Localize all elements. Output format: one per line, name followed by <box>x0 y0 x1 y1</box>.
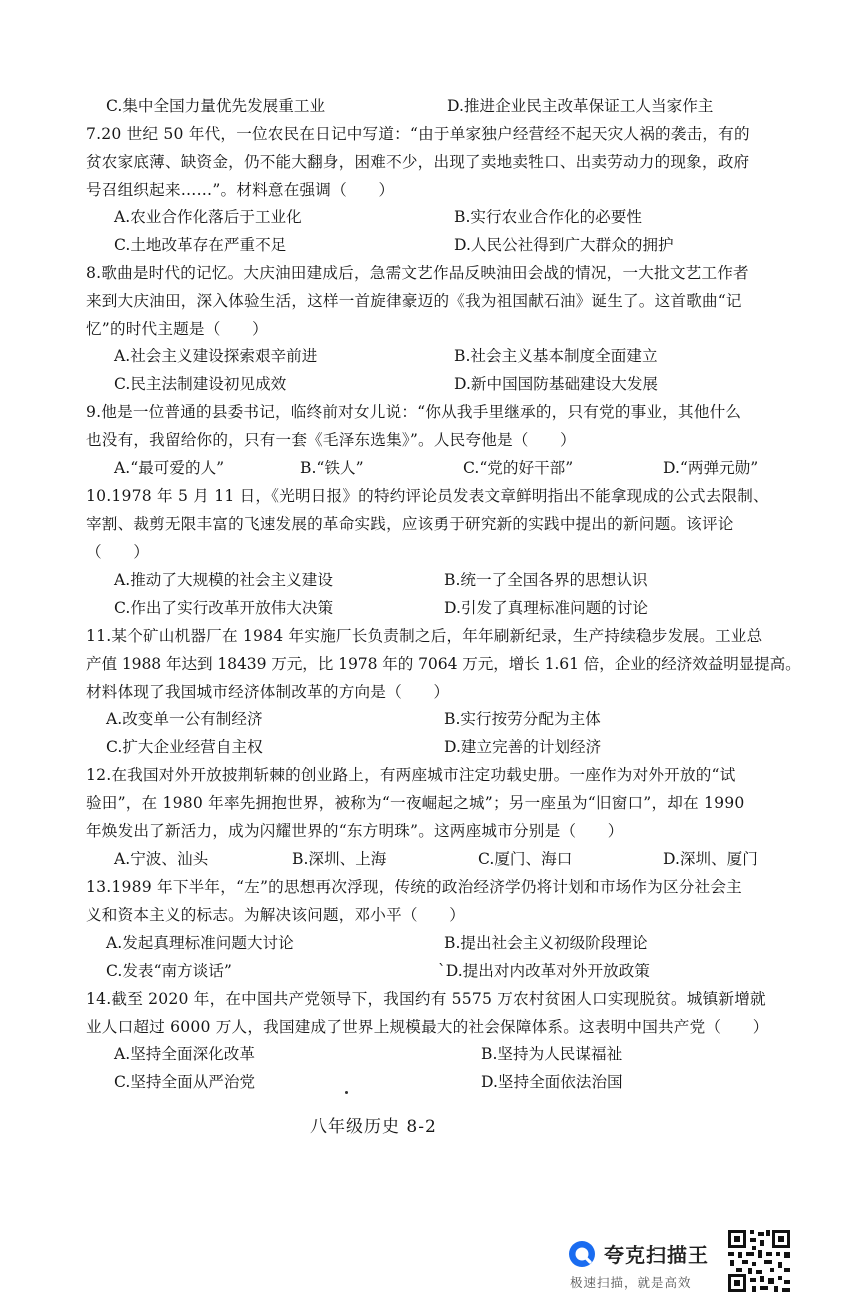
q10-stem-line-3: （ ） <box>86 543 150 561</box>
q7-stem-line-2: 贫农家底薄、缺资金，仍不能大翻身，困难不少，出现了卖地卖牲口、出卖劳动力的现象，政府 <box>86 153 750 171</box>
q7-option-a: A.农业合作化落后于工业化 <box>114 208 302 226</box>
q9-stem-line-1: 9.他是一位普通的县委书记，临终前对女儿说：“你从我手里继承的，只有党的事业，其他什么 <box>86 403 742 421</box>
quark-logo-icon <box>568 1240 596 1268</box>
q9-stem-line-2: 也没有，我留给你的，只有一套《毛泽东选集》”。人民夸他是（ ） <box>86 431 576 449</box>
q12-option-a: A.宁波、汕头 <box>114 850 209 868</box>
q14-option-c: C.坚持全面从严治党 <box>114 1073 256 1091</box>
q12-option-b: B.深圳、上海 <box>292 850 387 868</box>
q14-option-a: A.坚持全面深化改革 <box>114 1045 255 1063</box>
q10-option-b: B.统一了全国各界的思想认识 <box>444 571 648 589</box>
q6-option-c: C.集中全国力量优先发展重工业 <box>106 97 326 115</box>
q12-option-c: C.厦门、海口 <box>478 850 573 868</box>
q14-option-b: B.坚持为人民谋福祉 <box>481 1045 623 1063</box>
q10-stem-line-1: 10.1978 年 5 月 11 日，《光明日报》的特约评论员发表文章鲜明指出不能拿现成的公式去限制、 <box>86 487 769 505</box>
q14-option-d: D.坚持全面依法治国 <box>481 1073 623 1091</box>
q13-stem-line-1: 13.1989 年下半年，“左”的思想再次浮现，传统的政治经济学仍将计划和市场作为区分社会主 <box>86 878 742 896</box>
q11-option-c: C.扩大企业经营自主权 <box>106 738 263 756</box>
q7-option-b: B.实行农业合作化的必要性 <box>454 208 642 226</box>
q12-stem-line-1: 12.在我国对外开放披荆斩棘的创业路上，有两座城市注定功载史册。一座作为对外开放的“试 <box>86 766 736 784</box>
q12-stem-line-2: 验田”，在 1980 年率先拥抱世界，被称为“一夜崛起之城”；另一座虽为“旧窗口”，却在 1990 <box>86 794 745 812</box>
q8-option-a: A.社会主义建设探索艰辛前进 <box>114 347 318 365</box>
q8-stem-line-2: 来到大庆油田，深入体验生活，这样一首旋律豪迈的《我为祖国献石油》诞生了。这首歌曲“记 <box>86 292 742 310</box>
q8-stem-line-1: 8.歌曲是时代的记忆。大庆油田建成后，急需文艺作品反映油田会战的情况，一大批文艺工作者 <box>86 264 749 282</box>
q8-option-c: C.民主法制建设初见成效 <box>114 375 287 393</box>
q7-option-c: C.土地改革存在严重不足 <box>114 236 287 254</box>
q9-option-a: A.“最可爱的人” <box>114 459 225 477</box>
q13-option-a: A.发起真理标准问题大讨论 <box>106 934 294 952</box>
q11-stem-line-2: 产值 1988 年达到 18439 万元，比 1978 年的 7064 万元，增长 1.61 倍，企业的经济效益明显提高。 <box>86 655 801 673</box>
q10-option-a: A.推动了大规模的社会主义建设 <box>114 571 333 589</box>
q10-option-d: D.引发了真理标准问题的讨论 <box>444 599 649 617</box>
q11-stem-line-3: 材料体现了我国城市经济体制改革的方向是（ ） <box>86 683 450 701</box>
q8-option-b: B.社会主义基本制度全面建立 <box>454 347 658 365</box>
watermark-brand-name: 夸克扫描王 <box>604 1243 709 1267</box>
q11-option-b: B.实行按劳分配为主体 <box>444 710 601 728</box>
q10-stem-line-2: 宰割、裁剪无限丰富的飞速发展的革命实践，应该勇于研究新的实践中提出的新问题。该评论 <box>86 515 734 533</box>
q8-option-d: D.新中国国防基础建设大发展 <box>454 375 659 393</box>
q11-option-a: A.改变单一公有制经济 <box>106 710 263 728</box>
q13-option-b: B.提出社会主义初级阶段理论 <box>444 934 648 952</box>
watermark-slogan: 极速扫描，就是高效 <box>570 1275 692 1290</box>
scan-speck <box>345 1091 348 1094</box>
q9-option-c: C.“党的好干部” <box>463 459 574 477</box>
q13-stem-line-2: 义和资本主义的标志。为解决该问题，邓小平（ ） <box>86 906 466 924</box>
q12-option-d: D.深圳、厦门 <box>663 850 758 868</box>
q7-option-d: D.人民公社得到广大群众的拥护 <box>454 236 674 254</box>
q14-stem-line-1: 14.截至 2020 年，在中国共产党领导下，我国约有 5575 万农村贫困人口实现脱贫。城镇新增就 <box>86 990 766 1008</box>
q9-option-b: B.“铁人” <box>300 459 364 477</box>
q14-stem-line-2: 业人口超过 6000 万人，我国建成了世界上规模最大的社会保障体系。这表明中国共产党（ ） <box>86 1018 769 1036</box>
q10-option-c: C.作出了实行改革开放伟大决策 <box>114 599 334 617</box>
q12-stem-line-3: 年焕发出了新活力，成为闪耀世界的“东方明珠”。这两座城市分别是（ ） <box>86 822 624 840</box>
q6-option-d: D.推进企业民主改革保证工人当家作主 <box>447 97 714 115</box>
q13-option-d: `D.提出对内改革对外开放政策 <box>438 962 650 980</box>
q11-option-d: D.建立完善的计划经济 <box>444 738 602 756</box>
q7-stem-line-3: 号召组织起来……”。材料意在强调（ ） <box>86 181 395 199</box>
page-footer-label: 八年级历史 8-2 <box>310 1117 437 1137</box>
q9-option-d: D.“两弹元勋” <box>663 459 759 477</box>
q8-stem-line-3: 忆”的时代主题是（ ） <box>86 320 268 338</box>
scanner-watermark <box>568 1236 728 1296</box>
q13-option-c: C.发表“南方谈话” <box>106 962 232 980</box>
qr-code-icon <box>726 1228 792 1294</box>
q7-stem-line-1: 7.20 世纪 50 年代，一位农民在日记中写道：“由于单家独户经营经不起天灾人祸的袭击，有的 <box>86 125 750 143</box>
q11-stem-line-1: 11.某个矿山机器厂在 1984 年实施厂长负责制之后，年年刷新纪录，生产持续稳步发展。工业总 <box>86 627 763 645</box>
